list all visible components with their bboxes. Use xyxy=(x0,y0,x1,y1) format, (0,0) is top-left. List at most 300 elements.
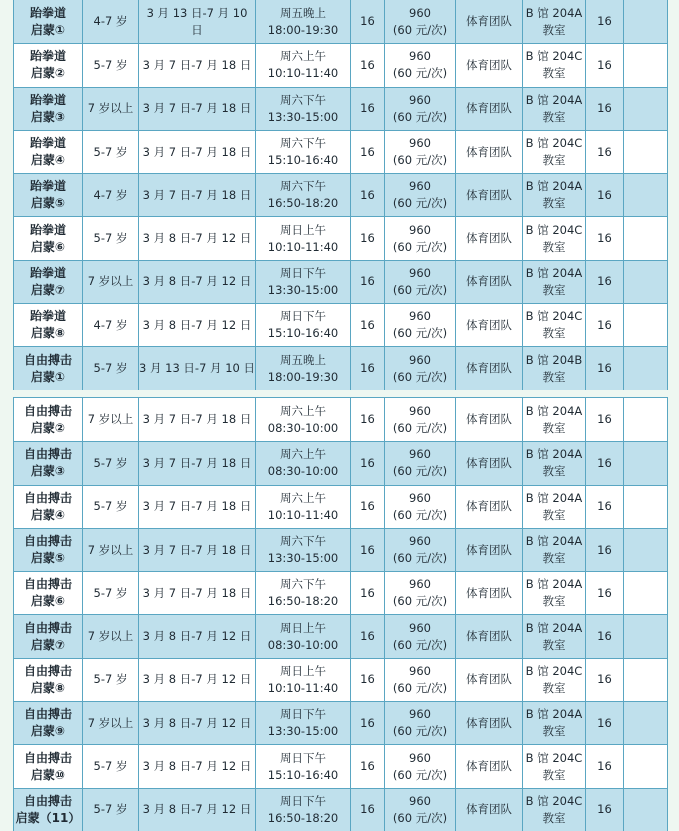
price-cell xyxy=(385,572,456,614)
course-name-cell xyxy=(14,572,83,614)
room-cell xyxy=(523,174,586,216)
date-range-cell-text: 3 月 8 日-7 月 12 日 xyxy=(142,672,252,687)
course-table-1 xyxy=(13,0,668,391)
date-range-cell xyxy=(139,398,256,441)
room-cell-text: B 馆 204C xyxy=(525,222,583,237)
price-cell-text: 960 xyxy=(409,222,431,237)
class-time-cell-text: 13:30-15:00 xyxy=(267,282,339,297)
date-range-cell-text: 3 月 8 日-7 月 12 日 xyxy=(142,715,252,730)
class-time-cell-text: 08:30-10:00 xyxy=(267,420,339,435)
room-cell xyxy=(523,44,586,86)
price-cell-text: 960 xyxy=(409,265,431,280)
age-cell-text: 5-7 岁 xyxy=(93,57,128,72)
room-cell-text: 教室 xyxy=(542,153,566,168)
table-row xyxy=(14,788,667,831)
class-time-cell-text: 10:10-11:40 xyxy=(267,507,339,522)
course-name-cell-text: 跆拳道 xyxy=(29,49,66,64)
price-cell-text: 960 xyxy=(409,490,431,505)
age-cell xyxy=(83,615,139,657)
price-cell-text: 960 xyxy=(409,707,431,722)
class-time-cell-text: 周六上午 xyxy=(280,49,326,64)
course-name-cell-text: 跆拳道 xyxy=(29,136,66,151)
course-name-cell xyxy=(14,745,83,787)
organizer-cell-text: 体育团队 xyxy=(466,802,512,817)
course-name-cell-text: 自由搏击 xyxy=(23,490,72,505)
organizer-cell xyxy=(456,398,523,441)
room-cell-text: 教室 xyxy=(542,196,566,211)
course-name-cell-text: 启蒙④ xyxy=(30,507,66,522)
organizer-cell-text: 体育团队 xyxy=(466,274,512,289)
class-time-cell-text: 18:00-19:30 xyxy=(267,369,339,384)
room-cell xyxy=(523,702,586,744)
course-name-cell-text: 自由搏击 xyxy=(23,352,72,367)
room-cell-text: 教室 xyxy=(542,767,566,782)
organizer-cell-text: 体育团队 xyxy=(466,317,512,332)
course-name-cell-text: 启蒙③ xyxy=(30,109,66,124)
sessions-cell-text: 16 xyxy=(360,57,375,72)
sessions-cell xyxy=(351,261,385,303)
class-time-cell-text: 18:00-19:30 xyxy=(267,22,339,37)
course-name-cell xyxy=(14,486,83,528)
organizer-cell-text: 体育团队 xyxy=(466,14,512,29)
sessions-cell xyxy=(351,131,385,173)
room-cell-text: 教室 xyxy=(542,22,566,37)
price-cell-text: (60 元/次) xyxy=(392,239,448,254)
room-cell-text: 教室 xyxy=(542,594,566,609)
organizer-cell-text: 体育团队 xyxy=(466,455,512,470)
organizer-cell xyxy=(456,217,523,259)
course-name-cell-text: 跆拳道 xyxy=(29,265,66,280)
sessions-cell-text: 16 xyxy=(360,585,375,600)
class-time-cell-text: 16:50-18:20 xyxy=(267,196,339,211)
capacity-cell xyxy=(586,745,624,787)
class-time-cell-text: 周六上午 xyxy=(280,403,326,418)
course-name-cell xyxy=(14,44,83,86)
class-time-cell xyxy=(256,659,351,701)
sessions-cell-text: 16 xyxy=(360,759,375,774)
course-name-cell xyxy=(14,88,83,130)
price-cell xyxy=(385,615,456,657)
organizer-cell-text: 体育团队 xyxy=(466,412,512,427)
organizer-cell xyxy=(456,572,523,614)
age-cell-text: 5-7 岁 xyxy=(93,361,128,376)
capacity-cell-text: 16 xyxy=(597,57,612,72)
sessions-cell xyxy=(351,44,385,86)
course-name-cell xyxy=(14,702,83,744)
course-name-cell-text: 自由搏击 xyxy=(23,793,72,808)
room-cell xyxy=(523,0,586,43)
sessions-cell-text: 16 xyxy=(360,187,375,202)
date-range-cell xyxy=(139,615,256,657)
sessions-cell xyxy=(351,572,385,614)
age-cell-text: 7 岁以上 xyxy=(87,629,134,644)
capacity-cell-text: 16 xyxy=(597,14,612,29)
price-cell xyxy=(385,174,456,216)
date-range-cell xyxy=(139,347,256,389)
age-cell xyxy=(83,789,139,831)
class-time-cell-text: 周六下午 xyxy=(280,179,326,194)
price-cell-text: 960 xyxy=(409,403,431,418)
organizer-cell xyxy=(456,44,523,86)
age-cell xyxy=(83,702,139,744)
table-row xyxy=(14,485,667,528)
age-cell xyxy=(83,217,139,259)
class-time-cell-text: 周日上午 xyxy=(280,222,326,237)
price-cell-text: (60 元/次) xyxy=(392,637,448,652)
course-name-cell-text: 跆拳道 xyxy=(29,222,66,237)
course-name-cell xyxy=(14,398,83,441)
note-cell xyxy=(624,131,667,173)
date-range-cell xyxy=(139,702,256,744)
date-range-cell xyxy=(139,174,256,216)
course-name-cell-text: 启蒙⑤ xyxy=(30,196,66,211)
class-time-cell xyxy=(256,88,351,130)
capacity-cell-text: 16 xyxy=(597,361,612,376)
age-cell xyxy=(83,572,139,614)
price-cell-text: (60 元/次) xyxy=(392,594,448,609)
age-cell xyxy=(83,44,139,86)
age-cell-text: 7 岁以上 xyxy=(87,412,134,427)
sessions-cell-text: 16 xyxy=(360,144,375,159)
class-time-cell-text: 周日下午 xyxy=(280,707,326,722)
capacity-cell-text: 16 xyxy=(597,231,612,246)
age-cell xyxy=(83,486,139,528)
sessions-cell xyxy=(351,789,385,831)
capacity-cell xyxy=(586,486,624,528)
table-row xyxy=(14,744,667,787)
note-cell xyxy=(624,615,667,657)
price-cell-text: 960 xyxy=(409,447,431,462)
sessions-cell xyxy=(351,615,385,657)
date-range-cell-text: 3 月 7 日-7 月 18 日 xyxy=(142,187,252,202)
class-time-cell-text: 13:30-15:00 xyxy=(267,109,339,124)
room-cell-text: B 馆 204C xyxy=(525,750,583,765)
course-name-cell-text: 跆拳道 xyxy=(29,179,66,194)
capacity-cell xyxy=(586,659,624,701)
course-name-cell-text: 启蒙⑧ xyxy=(30,680,66,695)
course-name-cell-text: 自由搏击 xyxy=(23,620,72,635)
price-cell xyxy=(385,442,456,484)
date-range-cell-text: 3 月 8 日-7 月 12 日 xyxy=(142,274,252,289)
age-cell xyxy=(83,745,139,787)
class-time-cell-text: 周五晚上 xyxy=(280,5,326,20)
date-range-cell-text: 3 月 8 日-7 月 12 日 xyxy=(142,629,252,644)
price-cell xyxy=(385,789,456,831)
room-cell-text: B 馆 204A xyxy=(525,447,583,462)
course-name-cell-text: 启蒙⑥ xyxy=(30,239,66,254)
capacity-cell-text: 16 xyxy=(597,672,612,687)
date-range-cell-text: 3 月 13 日-7 月 10 xyxy=(146,5,248,20)
capacity-cell xyxy=(586,131,624,173)
organizer-cell xyxy=(456,131,523,173)
table-row xyxy=(14,701,667,744)
course-name-cell xyxy=(14,529,83,571)
price-cell-text: (60 元/次) xyxy=(392,724,448,739)
course-name-cell-text: 启蒙⑦ xyxy=(30,282,66,297)
age-cell-text: 5-7 岁 xyxy=(93,144,128,159)
price-cell xyxy=(385,745,456,787)
note-cell xyxy=(624,529,667,571)
price-cell-text: 960 xyxy=(409,577,431,592)
room-cell-text: B 馆 204A xyxy=(525,620,583,635)
room-cell-text: 教室 xyxy=(542,724,566,739)
room-cell-text: 教室 xyxy=(542,680,566,695)
sessions-cell xyxy=(351,442,385,484)
date-range-cell-text: 3 月 7 日-7 月 18 日 xyxy=(142,144,252,159)
table-row xyxy=(14,614,667,657)
capacity-cell xyxy=(586,442,624,484)
organizer-cell-text: 体育团队 xyxy=(466,361,512,376)
table-row xyxy=(14,260,667,303)
room-cell-text: 教室 xyxy=(542,810,566,825)
organizer-cell-text: 体育团队 xyxy=(466,231,512,246)
note-cell xyxy=(624,789,667,831)
organizer-cell-text: 体育团队 xyxy=(466,715,512,730)
price-cell-text: (60 元/次) xyxy=(392,66,448,81)
date-range-cell xyxy=(139,44,256,86)
course-name-cell-text: 跆拳道 xyxy=(29,5,66,20)
date-range-cell-text: 3 月 8 日-7 月 12 日 xyxy=(142,759,252,774)
price-cell-text: 960 xyxy=(409,534,431,549)
date-range-cell xyxy=(139,217,256,259)
sessions-cell xyxy=(351,659,385,701)
class-time-cell-text: 周六下午 xyxy=(280,534,326,549)
course-name-cell-text: 自由搏击 xyxy=(23,534,72,549)
note-cell xyxy=(624,261,667,303)
capacity-cell-text: 16 xyxy=(597,455,612,470)
age-cell xyxy=(83,347,139,389)
class-time-cell xyxy=(256,572,351,614)
room-cell xyxy=(523,131,586,173)
sessions-cell xyxy=(351,398,385,441)
table-row xyxy=(14,346,667,389)
course-name-cell-text: 启蒙⑦ xyxy=(30,637,66,652)
sessions-cell xyxy=(351,304,385,346)
organizer-cell xyxy=(456,745,523,787)
room-cell-text: 教室 xyxy=(542,369,566,384)
table-row xyxy=(14,528,667,571)
note-cell xyxy=(624,304,667,346)
course-name-cell xyxy=(14,347,83,389)
date-range-cell-text: 3 月 7 日-7 月 18 日 xyxy=(142,499,252,514)
class-time-cell xyxy=(256,789,351,831)
age-cell-text: 4-7 岁 xyxy=(93,187,128,202)
price-cell xyxy=(385,44,456,86)
room-cell-text: 教室 xyxy=(542,464,566,479)
price-cell-text: (60 元/次) xyxy=(392,507,448,522)
capacity-cell xyxy=(586,261,624,303)
date-range-cell xyxy=(139,0,256,43)
age-cell xyxy=(83,304,139,346)
room-cell-text: 教室 xyxy=(542,326,566,341)
capacity-cell xyxy=(586,702,624,744)
capacity-cell-text: 16 xyxy=(597,802,612,817)
note-cell xyxy=(624,174,667,216)
course-name-cell xyxy=(14,442,83,484)
age-cell xyxy=(83,131,139,173)
date-range-cell-text: 3 月 8 日-7 月 12 日 xyxy=(142,231,252,246)
room-cell-text: 教室 xyxy=(542,66,566,81)
date-range-cell-text: 3 月 8 日-7 月 12 日 xyxy=(142,802,252,817)
organizer-cell xyxy=(456,174,523,216)
table-row xyxy=(14,441,667,484)
capacity-cell xyxy=(586,529,624,571)
room-cell-text: B 馆 204A xyxy=(525,265,583,280)
note-cell xyxy=(624,398,667,441)
class-time-cell-text: 周六下午 xyxy=(280,92,326,107)
date-range-cell xyxy=(139,88,256,130)
course-name-cell-text: 跆拳道 xyxy=(29,92,66,107)
date-range-cell-text: 3 月 7 日-7 月 18 日 xyxy=(142,101,252,116)
room-cell-text: 教室 xyxy=(542,637,566,652)
sessions-cell xyxy=(351,0,385,43)
capacity-cell-text: 16 xyxy=(597,499,612,514)
price-cell xyxy=(385,702,456,744)
course-name-cell xyxy=(14,0,83,43)
sessions-cell-text: 16 xyxy=(360,715,375,730)
table-row xyxy=(14,658,667,701)
table-row xyxy=(14,571,667,614)
date-range-cell xyxy=(139,304,256,346)
capacity-cell xyxy=(586,44,624,86)
date-range-cell-text: 日 xyxy=(191,22,203,37)
price-cell-text: (60 元/次) xyxy=(392,420,448,435)
price-cell-text: (60 元/次) xyxy=(392,326,448,341)
room-cell-text: 教室 xyxy=(542,282,566,297)
room-cell xyxy=(523,659,586,701)
capacity-cell xyxy=(586,88,624,130)
course-name-cell-text: 启蒙④ xyxy=(30,153,66,168)
age-cell xyxy=(83,659,139,701)
class-time-cell-text: 16:50-18:20 xyxy=(267,594,339,609)
organizer-cell xyxy=(456,702,523,744)
price-cell xyxy=(385,131,456,173)
price-cell xyxy=(385,261,456,303)
course-name-cell-text: 启蒙⑥ xyxy=(30,594,66,609)
organizer-cell xyxy=(456,347,523,389)
sessions-cell-text: 16 xyxy=(360,542,375,557)
sessions-cell xyxy=(351,529,385,571)
course-name-cell-text: 自由搏击 xyxy=(23,403,72,418)
room-cell xyxy=(523,261,586,303)
note-cell xyxy=(624,659,667,701)
price-cell-text: 960 xyxy=(409,750,431,765)
course-name-cell xyxy=(14,131,83,173)
course-name-cell-text: 启蒙② xyxy=(30,420,66,435)
room-cell-text: B 馆 204A xyxy=(525,577,583,592)
class-time-cell xyxy=(256,174,351,216)
room-cell xyxy=(523,745,586,787)
age-cell-text: 7 岁以上 xyxy=(87,101,134,116)
class-time-cell-text: 周日上午 xyxy=(280,663,326,678)
capacity-cell-text: 16 xyxy=(597,317,612,332)
date-range-cell xyxy=(139,659,256,701)
class-time-cell xyxy=(256,217,351,259)
room-cell-text: B 馆 204A xyxy=(525,5,583,20)
room-cell-text: B 馆 204A xyxy=(525,92,583,107)
class-time-cell-text: 周日下午 xyxy=(280,265,326,280)
date-range-cell-text: 3 月 13 日-7 月 10 日 xyxy=(139,361,255,376)
date-range-cell-text: 3 月 7 日-7 月 18 日 xyxy=(142,412,252,427)
date-range-cell-text: 3 月 7 日-7 月 18 日 xyxy=(142,542,252,557)
room-cell-text: B 馆 204C xyxy=(525,309,583,324)
organizer-cell-text: 体育团队 xyxy=(466,57,512,72)
note-cell xyxy=(624,0,667,43)
price-cell-text: (60 元/次) xyxy=(392,282,448,297)
class-time-cell-text: 周五晚上 xyxy=(280,352,326,367)
table-row xyxy=(14,303,667,346)
age-cell-text: 4-7 岁 xyxy=(93,317,128,332)
organizer-cell-text: 体育团队 xyxy=(466,672,512,687)
date-range-cell xyxy=(139,131,256,173)
class-time-cell-text: 周六下午 xyxy=(280,577,326,592)
room-cell xyxy=(523,486,586,528)
course-name-cell-text: 启蒙② xyxy=(30,66,66,81)
age-cell-text: 4-7 岁 xyxy=(93,14,128,29)
age-cell-text: 5-7 岁 xyxy=(93,499,128,514)
price-cell-text: (60 元/次) xyxy=(392,369,448,384)
organizer-cell-text: 体育团队 xyxy=(466,499,512,514)
age-cell xyxy=(83,529,139,571)
sessions-cell xyxy=(351,174,385,216)
date-range-cell-text: 3 月 8 日-7 月 12 日 xyxy=(142,317,252,332)
note-cell xyxy=(624,88,667,130)
class-time-cell-text: 15:10-16:40 xyxy=(267,153,339,168)
sessions-cell-text: 16 xyxy=(360,361,375,376)
course-name-cell xyxy=(14,304,83,346)
note-cell xyxy=(624,702,667,744)
course-name-cell-text: 自由搏击 xyxy=(23,577,72,592)
capacity-cell-text: 16 xyxy=(597,274,612,289)
sessions-cell-text: 16 xyxy=(360,499,375,514)
age-cell-text: 5-7 岁 xyxy=(93,759,128,774)
class-time-cell-text: 周六上午 xyxy=(280,490,326,505)
room-cell-text: 教室 xyxy=(542,551,566,566)
class-time-cell xyxy=(256,486,351,528)
sessions-cell-text: 16 xyxy=(360,672,375,687)
course-name-cell-text: 启蒙⑩ xyxy=(30,767,66,782)
course-name-cell-text: 启蒙（11） xyxy=(15,810,81,825)
course-name-cell xyxy=(14,217,83,259)
price-cell-text: 960 xyxy=(409,5,431,20)
price-cell xyxy=(385,304,456,346)
price-cell-text: (60 元/次) xyxy=(392,464,448,479)
age-cell-text: 7 岁以上 xyxy=(87,715,134,730)
capacity-cell-text: 16 xyxy=(597,144,612,159)
class-time-cell xyxy=(256,529,351,571)
organizer-cell-text: 体育团队 xyxy=(466,144,512,159)
class-time-cell-text: 08:30-10:00 xyxy=(267,464,339,479)
price-cell xyxy=(385,486,456,528)
course-name-cell-text: 自由搏击 xyxy=(23,707,72,722)
class-time-cell-text: 周日上午 xyxy=(280,620,326,635)
date-range-cell-text: 3 月 7 日-7 月 18 日 xyxy=(142,585,252,600)
course-name-cell xyxy=(14,174,83,216)
date-range-cell xyxy=(139,572,256,614)
sessions-cell xyxy=(351,745,385,787)
sessions-cell xyxy=(351,347,385,389)
room-cell xyxy=(523,304,586,346)
room-cell-text: B 馆 204A xyxy=(525,179,583,194)
age-cell-text: 7 岁以上 xyxy=(87,542,134,557)
capacity-cell xyxy=(586,615,624,657)
course-name-cell-text: 启蒙⑨ xyxy=(30,724,66,739)
room-cell-text: B 馆 204B xyxy=(525,352,583,367)
price-cell-text: 960 xyxy=(409,49,431,64)
organizer-cell-text: 体育团队 xyxy=(466,187,512,202)
capacity-cell xyxy=(586,174,624,216)
age-cell xyxy=(83,88,139,130)
